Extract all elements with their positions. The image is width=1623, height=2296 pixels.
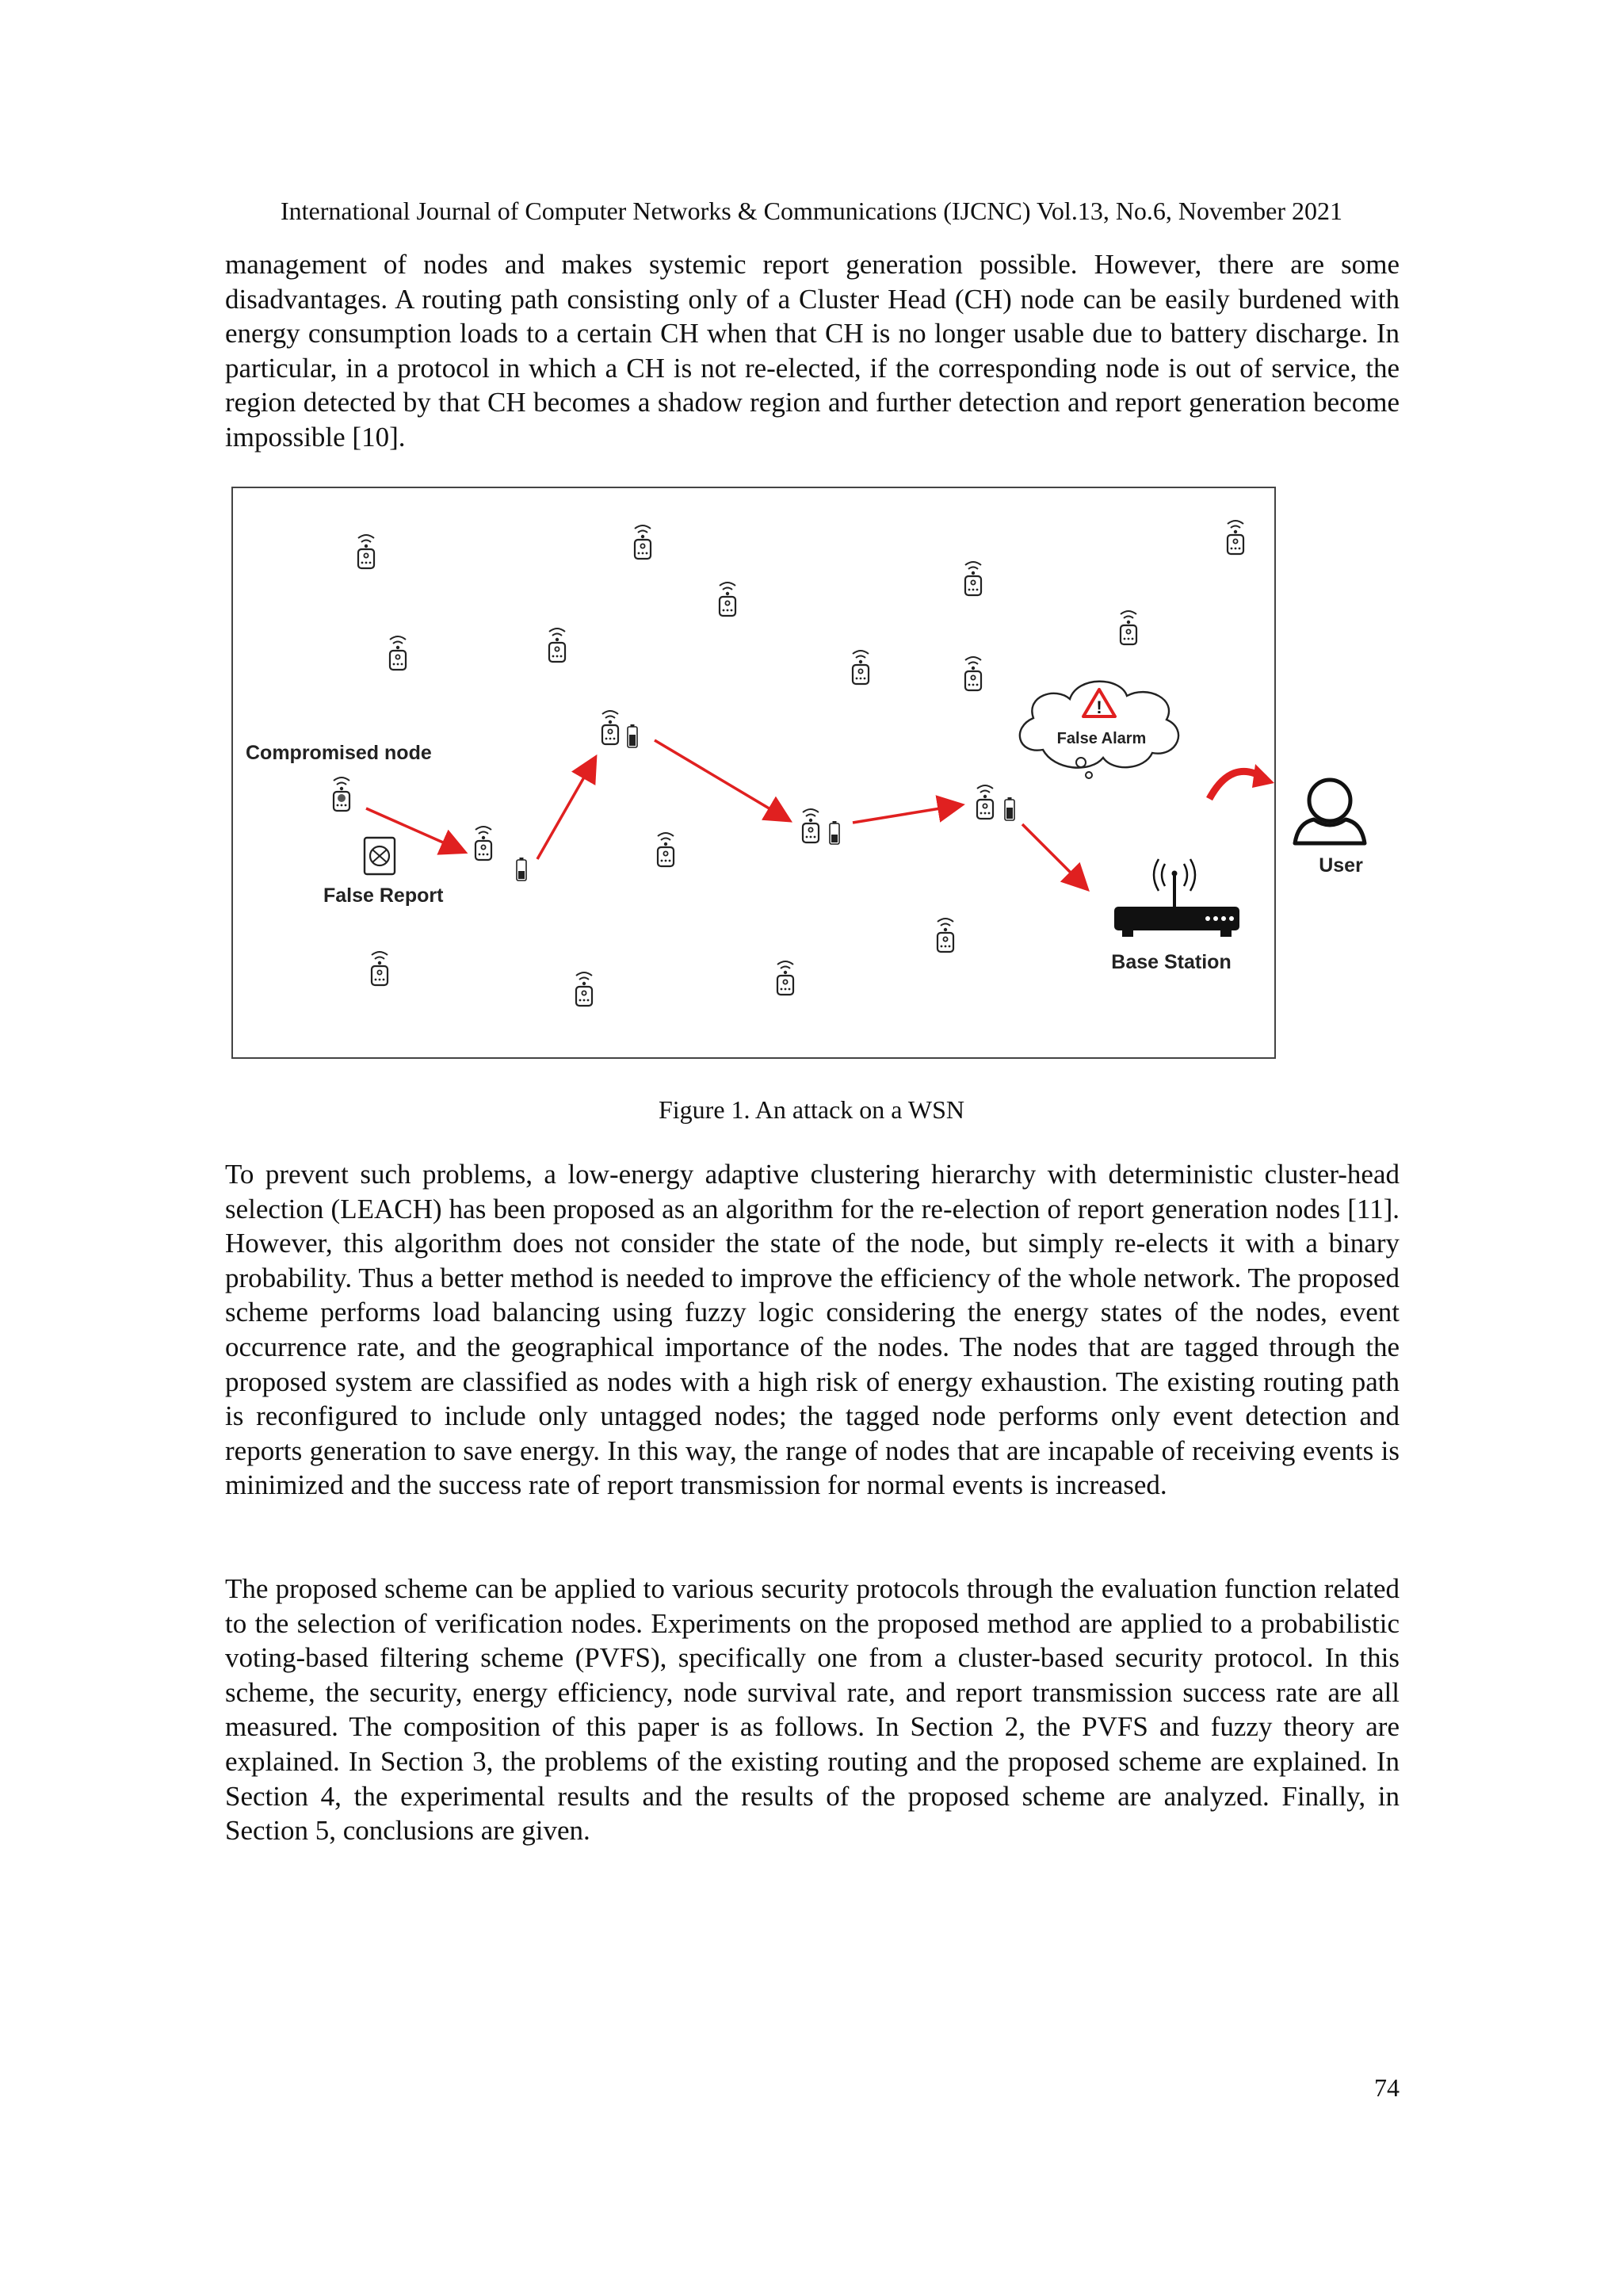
sensor-node-icon	[720, 583, 735, 616]
paragraph-2: To prevent such problems, a low-energy adaptive clustering hierarchy with deterministic cluster-head selection (LEACH) has been proposed as an algorithm for the re-election of report generation nodes [11]. However, this algorithm does not consider the state of the node, but simply re-elects it with a binary probability. Thus a better method is needed to improve the efficiency of the whole network. The proposed scheme performs load balancing using fuzzy logic considering the energy states of the nodes, event occurrence rate, and the geographical importance of the nodes. The nodes that are tagged through the proposed system are classified as nodes with a high risk of energy exhaustion. The existing routing path is reconfigured to include only untagged nodes; the tagged node performs only event detection and reports generation to save energy. In this way, the range of nodes that are incapable of receiving events is minimized and the success rate of report transmission for normal events is increased.	[225, 1159, 1400, 1501]
warning-mark: !	[1096, 697, 1102, 717]
path-node-1-icon	[475, 827, 491, 860]
user-label: User	[1319, 854, 1363, 877]
false-report-icon	[365, 838, 395, 874]
paragraph-3: The proposed scheme can be applied to various security protocols through the evaluation function related to the selection of verification nodes. Experiments on the proposed method are applied to a probabilistic voting-based filtering scheme (PVFS), specifically one from a cluster-based security protocol. In this scheme, the security, energy efficiency, node survival rate, and report transmission success rate are all measured. The composition of this paper is as follows. In Section 2, the PVFS and fuzzy theory are explained. In Section 3, the problems of the existing routing and the proposed scheme are explained. In Section 4, the experimental results and the results of the proposed scheme are analyzed. Finally, in Section 5, conclusions are given.	[225, 1573, 1400, 1847]
path-node-4-icon	[977, 785, 993, 819]
figure-wsn-attack	[231, 487, 1276, 1059]
page-number: 74	[1374, 2073, 1400, 2102]
figure-caption: Figure 1. An attack on a WSN	[658, 1095, 964, 1124]
running-header: International Journal of Computer Networks & Communications (IJCNC) Vol.13, No.6, November 2021	[281, 197, 1342, 225]
compromised-node-icon	[334, 777, 349, 811]
user-svg	[1284, 761, 1379, 888]
paragraph-1: management of nodes and makes systemic report generation possible. However, there are some disadvantages. A routing path consisting only of a Cluster Head (CH) node can be easily burdened with energy consumption loads to a certain CH when that CH is no longer usable due to battery discharge. In particular, in a protocol in which a CH is not re-elected, if the corresponding node is out of service, the region detected by that CH becomes a shadow region and further detection and report generation become impossible [10].	[225, 249, 1400, 453]
false-report-label: False Report	[323, 884, 444, 907]
path-node-3-icon	[803, 809, 819, 842]
sensor-node-icon	[1228, 521, 1243, 554]
sensor-node-icon	[358, 535, 374, 568]
battery-low-icon	[517, 858, 526, 881]
battery-mid-icon	[628, 724, 637, 747]
sensor-node-icon	[1121, 611, 1136, 644]
battery-mid-icon	[1005, 797, 1014, 820]
sensor-node-icon	[777, 961, 793, 995]
sensor-node-icon	[853, 651, 869, 684]
sensor-node-icon	[549, 628, 565, 662]
battery-low-icon	[830, 821, 839, 844]
alarm-to-user-arrow	[1209, 764, 1274, 799]
sensor-node-icon	[938, 919, 953, 952]
sensor-node-icon	[965, 562, 981, 595]
figure-diagram	[233, 488, 1274, 1057]
false-alarm-label: False Alarm	[1056, 730, 1147, 747]
base-station-icon	[1114, 859, 1239, 937]
sensor-node-icon	[576, 972, 592, 1006]
sensor-node-icon	[372, 952, 388, 985]
sensor-node-icon	[965, 657, 981, 690]
path-node-2-icon	[602, 711, 618, 744]
sensor-node-icon	[658, 833, 674, 866]
base-station-label: Base Station	[1111, 951, 1232, 973]
sensor-node-icon	[635, 525, 651, 559]
compromised-node-label: Compromised node	[246, 742, 432, 764]
sensor-node-icon	[390, 636, 406, 670]
user-icon	[1295, 780, 1365, 843]
